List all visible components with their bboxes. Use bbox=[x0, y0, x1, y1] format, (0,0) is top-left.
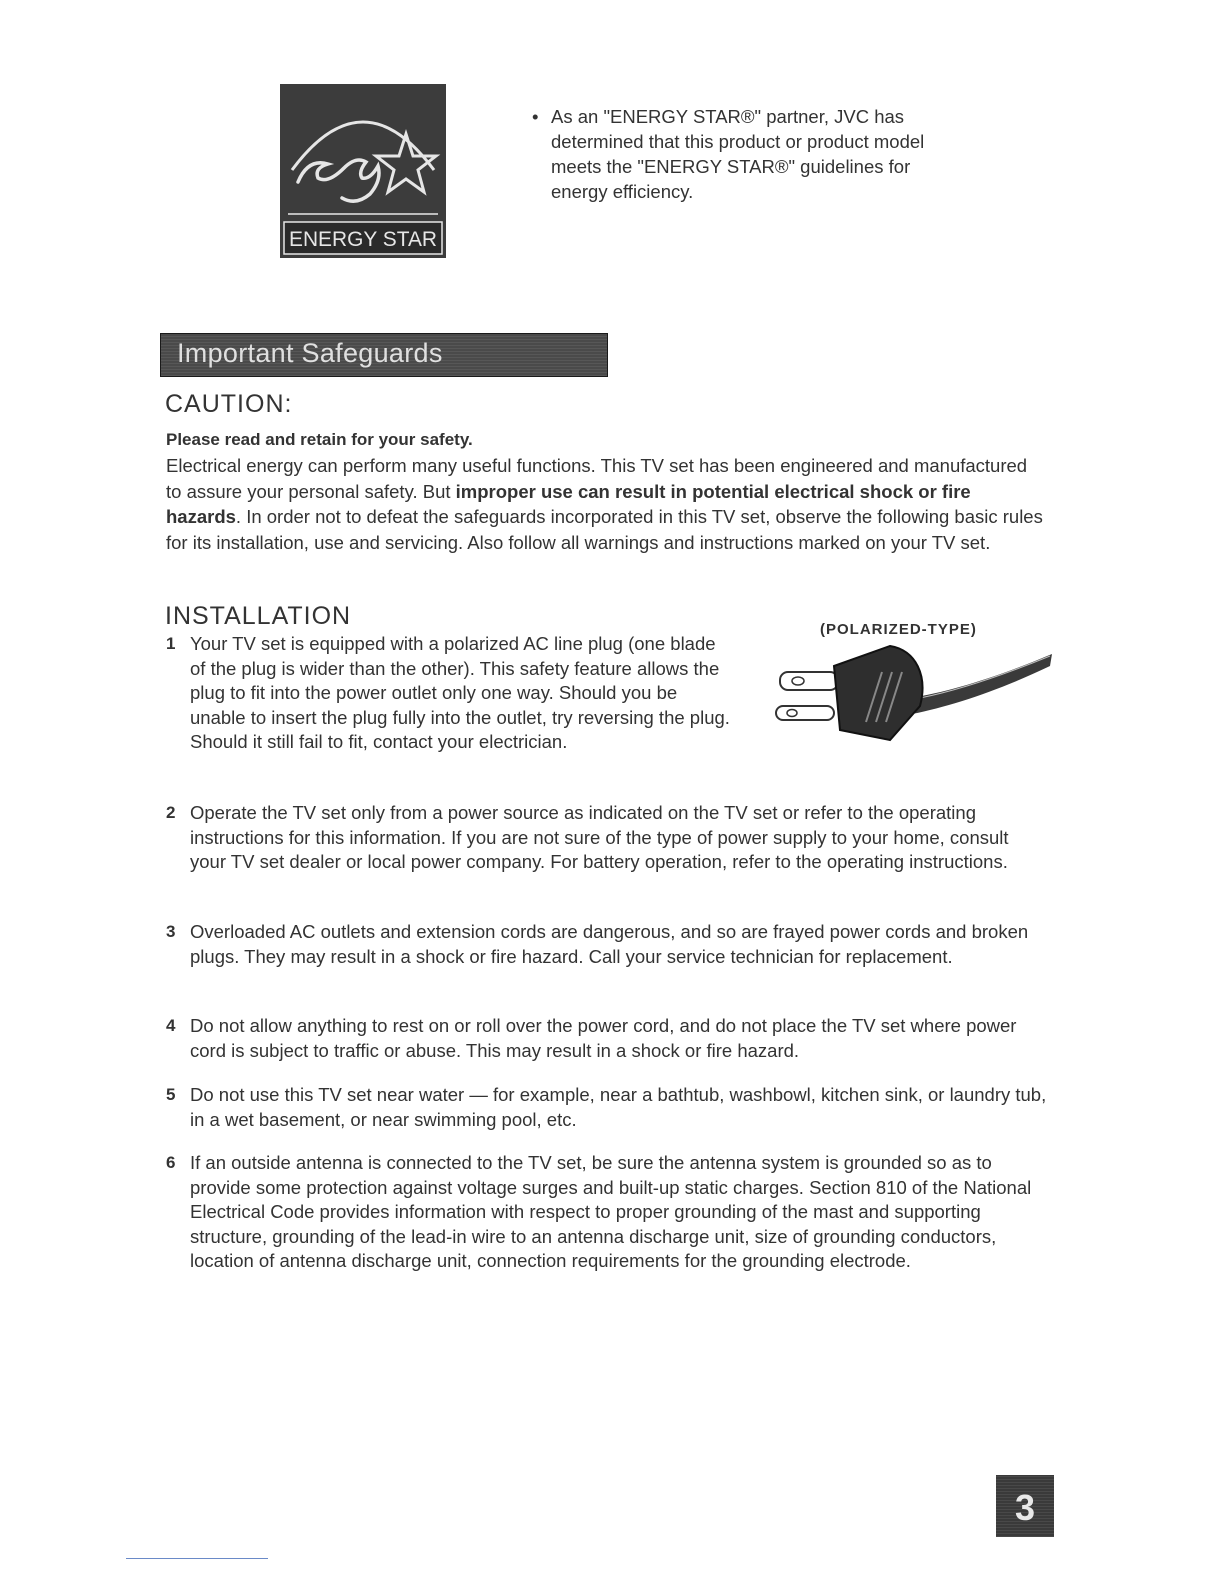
page-number-box bbox=[996, 1475, 1054, 1537]
page-number: 3 bbox=[1014, 1487, 1036, 1528]
item-text: Operate the TV set only from a power source as indicated on the TV set or refer to the operating instructions for this information. If you are not sure of the type of power supply to your home, consult your TV set dealer or local power company. For battery operation, refer to the operating instructions. bbox=[190, 802, 1009, 872]
item-number: 4 bbox=[166, 1016, 176, 1035]
plug-label: (POLARIZED-TYPE) bbox=[820, 621, 977, 638]
energy-star-note-text: As an "ENERGY STAR®" partner, JVC has determined that this product or product model meets the "ENERGY STAR®" guidelines for energy efficiency. bbox=[551, 106, 925, 202]
polarized-plug-illustration bbox=[770, 636, 1052, 742]
item-text: Do not use this TV set near water — for example, near a bathtub, washbowl, kitchen sink, or laundry tub, in a wet basement, or near swimming pool, etc. bbox=[190, 1084, 1047, 1130]
item-text: Do not allow anything to rest on or roll over the power cord, and do not place the TV set where power cord is subject to traffic or abuse. This may result in a shock or fire hazard. bbox=[190, 1015, 1017, 1061]
section-banner bbox=[160, 333, 608, 377]
list-item bbox=[166, 1014, 1042, 1063]
item-text: Overloaded AC outlets and extension cords are dangerous, and so are frayed power cords and broken plugs. They may result in a shock or fire hazard. Call your service technician for replacement. bbox=[190, 921, 1029, 967]
bullet: • bbox=[532, 106, 539, 127]
list-item bbox=[166, 920, 1042, 969]
item-number: 2 bbox=[166, 803, 176, 822]
item-number: 5 bbox=[166, 1085, 176, 1104]
caution-body-part2: . In order not to defeat the safeguards incorporated in this TV set, observe the following basic rules for its installation, use and servicing. Also follow all warnings and instructions marked on your TV set. bbox=[166, 506, 1043, 553]
list-item bbox=[166, 1151, 1042, 1274]
caution-body bbox=[166, 453, 1046, 555]
footer-rule bbox=[126, 1558, 268, 1559]
installation-heading: INSTALLATION bbox=[165, 602, 352, 630]
list-item bbox=[166, 801, 1042, 875]
energy-star-logo-text: ENERGY STAR bbox=[289, 228, 437, 251]
caution-body-part1: Electrical energy can perform many useful functions. This TV set has been engineered and manufactured to assure your personal safety. But bbox=[166, 455, 1028, 502]
energy-star-note bbox=[532, 104, 952, 204]
item-number: 6 bbox=[166, 1153, 176, 1172]
caution-heading: CAUTION: bbox=[165, 390, 293, 418]
caution-subheading: Please read and retain for your safety. bbox=[166, 430, 473, 449]
list-item bbox=[166, 632, 736, 755]
caution-body-bold: improper use can result in potential electrical shock or fire hazards bbox=[166, 480, 971, 527]
list-item bbox=[166, 1083, 1056, 1132]
item-text: Your TV set is equipped with a polarized AC line plug (one blade of the plug is wider than the other). This safety feature allows the plug to fit into the power outlet only one way. Should you be unable to insert the plug fully into the outlet, try reversing the plug. Should it still fail to fit, contact your electrician. bbox=[190, 633, 730, 752]
item-number: 1 bbox=[166, 634, 176, 653]
item-text: If an outside antenna is connected to the TV set, be sure the antenna system is grounded so as to provide some protection against voltage surges and built-up static charges. Section 810 of the National Electrical Code provides information with respect to proper grounding of the mast and supporting structure, grounding of the lead-in wire to an antenna discharge unit, size of grounding conductors, location of antenna discharge unit, connection requirements for the grounding electrode. bbox=[190, 1152, 1032, 1271]
section-title: Important Safeguards bbox=[177, 338, 443, 368]
energy-star-logo bbox=[280, 84, 446, 258]
item-number: 3 bbox=[166, 922, 176, 941]
